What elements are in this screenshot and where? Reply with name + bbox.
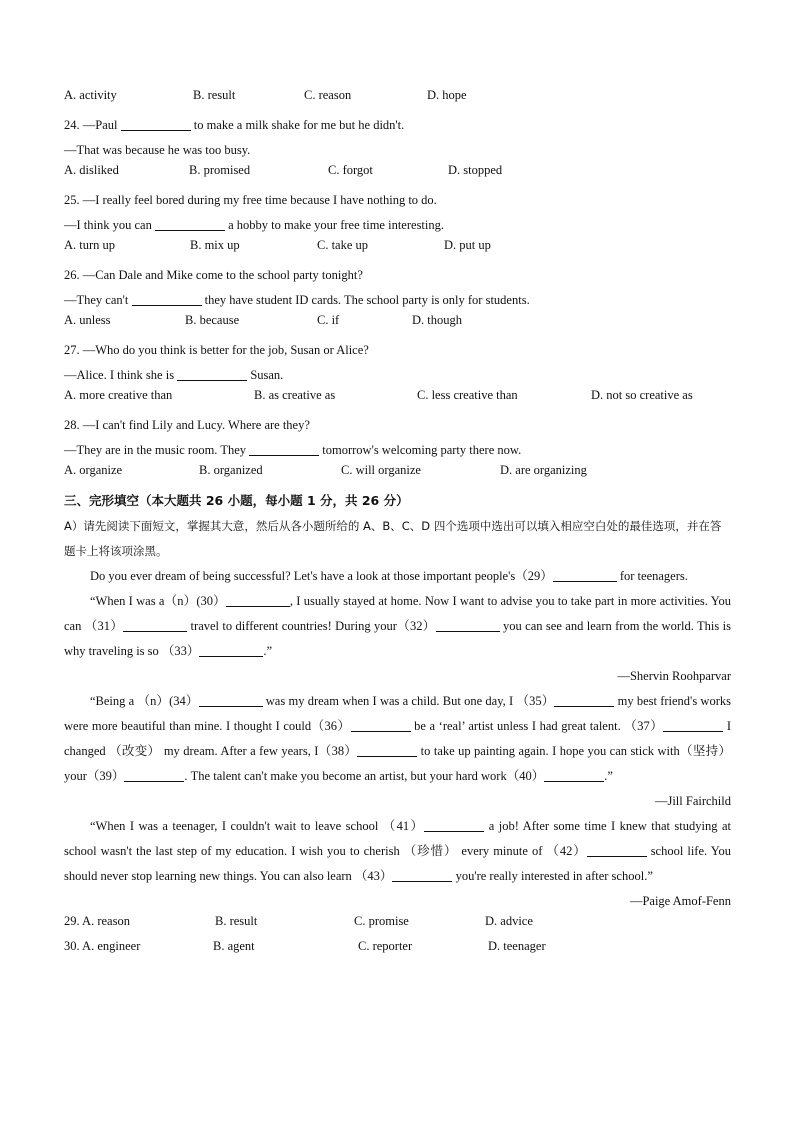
answer-blank: [132, 291, 202, 306]
option-c: C. promise: [354, 914, 409, 928]
option-d: D. advice: [485, 914, 533, 928]
answer-blank: [424, 817, 484, 832]
q28-stem: 28. —I can't find Lily and Lucy. Where are they?: [64, 418, 310, 432]
passage-paragraph-2: “When I was a（n）(30） , I usually stayed at home. Now I want to advise you to take part in more activities. You can （31） travel to different countries! During your（32） you can see and learn from the world. This is why traveling is so （33） .”: [64, 594, 731, 658]
q25-stem: 25. —I really feel bored during my free time because I have nothing to do.: [64, 193, 437, 207]
q27-options: [64, 388, 731, 413]
section-heading: 三、完形填空（本大题共 26 小题，每小题 1 分，共 26 分）: [64, 493, 409, 508]
q25-options: [64, 238, 731, 263]
option-d: D. though: [412, 313, 462, 327]
answer-blank: [351, 717, 411, 732]
option-a: 29. A. reason: [64, 914, 130, 928]
option-a: A. turn up: [64, 238, 116, 252]
option-d: D. hope: [427, 88, 467, 102]
q27-stem: 27. —Who do you think is better for the job, Susan or Alice?: [64, 343, 369, 357]
passage-paragraph-4: “When I was a teenager, I couldn't wait to leave school （41） a job! After some time I knew that studying at school wasn't the last step of my education. I wish you to cherish （珍惜） every minute of （42） school life. You should never stop learning new things. You can also learn （43） you're really interested in after school.”: [64, 819, 731, 883]
option-a: A. organize: [64, 463, 123, 477]
answer-blank: [392, 867, 452, 882]
answer-blank: [199, 692, 263, 707]
answer-blank: [199, 642, 263, 657]
q24-reply: —That was because he was too busy.: [64, 143, 251, 157]
option-d: D. put up: [444, 238, 491, 252]
answer-blank: [121, 116, 191, 131]
option-c: C. if: [317, 313, 340, 327]
answer-blank: [436, 617, 500, 632]
option-a: 30. A. engineer: [64, 939, 141, 953]
option-d: D. not so creative as: [591, 388, 693, 402]
option-c: C. will organize: [341, 463, 421, 477]
q26-options: [64, 313, 731, 338]
option-a: A. activity: [64, 88, 117, 102]
option-a: A. disliked: [64, 163, 119, 177]
option-c: C. less creative than: [417, 388, 518, 402]
q30-options: [64, 939, 731, 964]
q29-options: [64, 914, 731, 939]
passage-paragraph-1: Do you ever dream of being successful? Let's have a look at those important people's（29） for teenagers.: [90, 569, 688, 583]
answer-blank: [177, 366, 247, 381]
answer-blank: [553, 567, 617, 582]
q26-stem: 26. —Can Dale and Mike come to the school party tonight?: [64, 268, 363, 282]
option-b: B. result: [215, 914, 258, 928]
q27-reply: —Alice. I think she is Susan.: [64, 368, 284, 382]
option-a: A. more creative than: [64, 388, 173, 402]
answer-blank: [544, 767, 604, 782]
exam-page: [64, 88, 731, 964]
q24-stem: 24. —Paul to make a milk shake for me but he didn't.: [64, 118, 405, 132]
option-c: C. reason: [304, 88, 352, 102]
option-a: A. unless: [64, 313, 111, 327]
answer-blank: [554, 692, 614, 707]
option-d: D. are organizing: [500, 463, 587, 477]
q28-options: [64, 463, 731, 488]
signature-1: —Shervin Roohparvar: [617, 669, 731, 683]
option-d: D. teenager: [488, 939, 546, 953]
answer-blank: [124, 767, 184, 782]
answer-blank: [663, 717, 723, 732]
answer-blank: [249, 441, 319, 456]
answer-blank: [123, 617, 187, 632]
option-d: D. stopped: [448, 163, 503, 177]
section-instruction: A）请先阅读下面短文，掌握其大意，然后从各小题所给的 A、B、C、D 四个选项中选出可以填入相应空白处的最佳选项，并在答题卡上将该项涂黑。: [64, 519, 722, 558]
option-b: B. result: [193, 88, 236, 102]
answer-blank: [587, 842, 647, 857]
option-c: C. reporter: [358, 939, 413, 953]
option-b: B. organized: [199, 463, 263, 477]
option-c: C. take up: [317, 238, 369, 252]
option-c: C. forgot: [328, 163, 373, 177]
q28-reply: —They are in the music room. They tomorrow's welcoming party there now.: [64, 443, 522, 457]
q24-options: [64, 163, 731, 188]
answer-blank: [155, 216, 225, 231]
answer-blank: [226, 592, 290, 607]
option-b: B. as creative as: [254, 388, 336, 402]
option-b: B. promised: [189, 163, 251, 177]
answer-blank: [357, 742, 417, 757]
q26-reply: —They can't they have student ID cards. The school party is only for students.: [64, 293, 530, 307]
q25-reply: —I think you can a hobby to make your free time interesting.: [64, 218, 444, 232]
passage-paragraph-3: “Being a （n）(34） was my dream when I was a child. But one day, I （35） my best friend's works were more beautiful than mine. I thought I could（36） be a ‘real’ artist unless I had great talent. （37） I changed （改变） my dream. After a few years, I（38） to take up painting again. I hope you can stick with（坚持） your（39） . The talent can't make you become an artist, but your hard work（40） .”: [64, 694, 732, 783]
option-b: B. mix up: [190, 238, 240, 252]
option-b: B. agent: [213, 939, 255, 953]
q23-options: [64, 88, 731, 113]
option-b: B. because: [185, 313, 240, 327]
signature-2: —Jill Fairchild: [654, 794, 731, 808]
signature-3: —Paige Amof-Fenn: [629, 894, 731, 908]
